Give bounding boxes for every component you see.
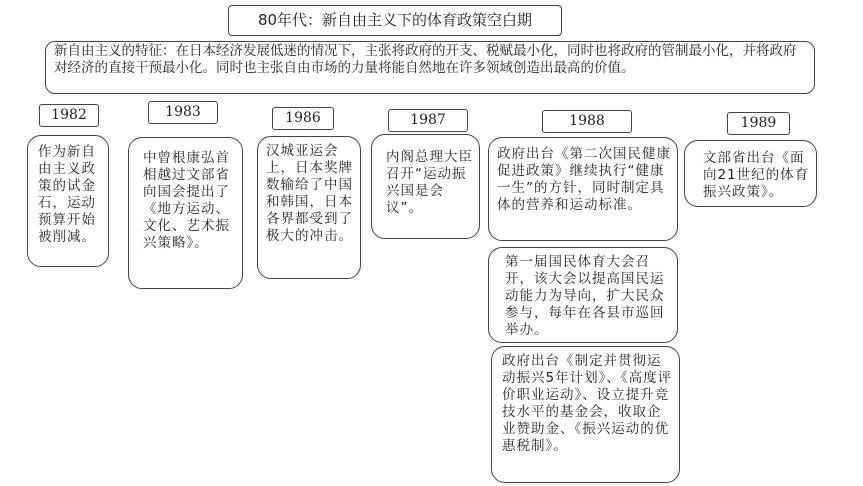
event-box-1986: 汉城亚运会上，日本奖牌数输给了中国和韩国，日本各界都受到了极大的冲击。 — [257, 136, 361, 279]
year-label-1982: 1982 — [39, 104, 99, 127]
year-label-1989: 1989 — [727, 112, 790, 135]
event-box-1989: 文部省出台《面向21世纪的体育振兴政策》。 — [684, 140, 817, 207]
event-box-1988-national-sports-meet: 第一届国民体育大会召开，该大会以提高国民运动能力为导向，扩大民众参与，每年在各县市巡回举办。 — [488, 247, 678, 343]
neoliberalism-definition: 新自由主义的特征：在日本经济发展低迷的情况下，主张将政府的开支、税赋最小化，同时也将政府的管制最小化，并将政府对经济的直接干预最小化。同时也主张自由市场的力量将能自然地在许多领域创造出最高的价值。 — [45, 41, 815, 94]
year-label-1983: 1983 — [148, 101, 218, 124]
year-label-1988: 1988 — [542, 110, 632, 133]
diagram-title: 80年代：新自由主义下的体育政策空白期 — [228, 5, 562, 36]
event-box-1988-sports-promotion-plan: 政府出台《制定并贯彻运动振兴5年计划》、《高度评价职业运动》、设立提升竞技水平的基金会，收取企业赞助金、《振兴运动的优惠税制》。 — [491, 346, 680, 483]
event-box-1983: 中曾根康弘首相越过文部省向国会提出了《地方运动、文化、艺术振兴策略》。 — [128, 137, 243, 289]
year-label-1987: 1987 — [388, 109, 468, 132]
event-box-1987: 内阁总理大臣召开“运动振兴国是会议”。 — [371, 134, 480, 239]
year-label-1986: 1986 — [272, 107, 334, 130]
event-box-1988-health-policy: 政府出台《第二次国民健康促进政策》继续执行“健康一生”的方针，同时制定具体的营养和运动标准。 — [488, 137, 678, 241]
event-box-1982: 作为新自由主义政策的试金石，运动预算开始被削减。 — [27, 135, 109, 267]
